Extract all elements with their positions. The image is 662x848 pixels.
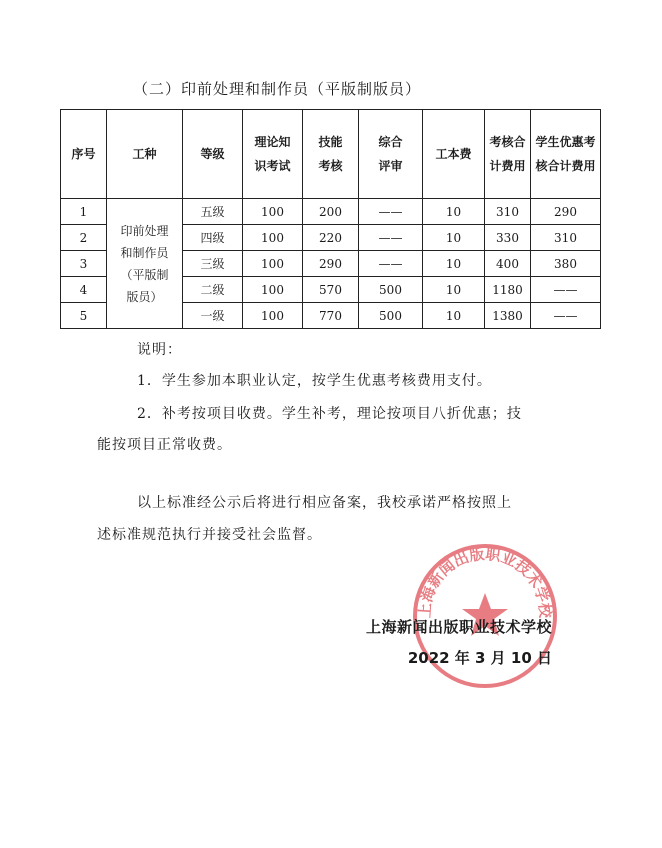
header-job-type xyxy=(107,110,183,199)
header-text-line: 综合 xyxy=(378,135,403,149)
cell-total: 400 xyxy=(485,251,531,277)
header-text-line: 工本费 xyxy=(435,147,472,161)
cell-fee: 10 xyxy=(423,303,485,329)
header-text-line: 考核合 xyxy=(489,135,526,149)
cell-total: 1180 xyxy=(485,277,531,303)
cell-theory: 100 xyxy=(243,251,303,277)
cell-skill: 200 xyxy=(303,199,359,225)
header-level xyxy=(183,110,243,199)
job-type-line: 版员） xyxy=(126,289,163,304)
header-total-fee xyxy=(485,110,531,199)
cell-level: 五级 xyxy=(183,199,243,225)
cell-no: 3 xyxy=(61,251,107,277)
cell-theory: 100 xyxy=(243,303,303,329)
header-text-line: 计费用 xyxy=(489,159,526,173)
header-text-line: 考核 xyxy=(318,159,343,173)
cell-level: 二级 xyxy=(183,277,243,303)
cell-fee: 10 xyxy=(423,277,485,303)
cell-review: —— xyxy=(359,225,423,251)
cell-theory: 100 xyxy=(243,225,303,251)
cell-student: 290 xyxy=(531,199,601,225)
header-text-line: 评审 xyxy=(378,159,403,173)
cell-total: 330 xyxy=(485,225,531,251)
cell-total: 310 xyxy=(485,199,531,225)
closing-line-1: 以上标准经公示后将进行相应备案，我校承诺严格按照上 xyxy=(137,495,512,511)
fee-table xyxy=(60,109,601,329)
cell-review: —— xyxy=(359,199,423,225)
header-text-line: 工种 xyxy=(132,147,157,161)
cell-no: 5 xyxy=(61,303,107,329)
header-text-line: 序号 xyxy=(71,147,96,161)
cell-student: 380 xyxy=(531,251,601,277)
closing-line-2: 述标准规范执行并接受社会监督。 xyxy=(97,527,322,543)
header-no xyxy=(61,110,107,199)
note-item-1: 1．学生参加本职业认定，按学生优惠考核费用支付。 xyxy=(137,373,492,389)
header-text-line: 学生优惠考 xyxy=(535,135,596,149)
school-name: 上海新闻出版职业技术学校 xyxy=(365,618,552,636)
header-text-line: 等级 xyxy=(200,147,225,161)
job-type-line: （平版制 xyxy=(120,267,169,282)
cell-review: 500 xyxy=(359,303,423,329)
cell-review: 500 xyxy=(359,277,423,303)
cell-skill: 220 xyxy=(303,225,359,251)
cell-no: 4 xyxy=(61,277,107,303)
seal-arc-text: 上海新闻出版职业技术学校 xyxy=(415,544,555,619)
header-material-fee xyxy=(423,110,485,199)
cell-theory: 100 xyxy=(243,199,303,225)
issue-date: 2022 年 3 月 10 日 xyxy=(407,649,552,667)
header-theory-exam xyxy=(243,110,303,199)
notes-heading: 说明： xyxy=(137,342,182,358)
cell-no: 1 xyxy=(61,199,107,225)
cell-level: 四级 xyxy=(183,225,243,251)
job-type-line: 和制作员 xyxy=(120,245,169,260)
cell-review: —— xyxy=(359,251,423,277)
cell-level: 三级 xyxy=(183,251,243,277)
header-text-line: 识考试 xyxy=(254,159,291,173)
header-text-line: 技能 xyxy=(318,135,343,149)
cell-fee: 10 xyxy=(423,225,485,251)
table-row xyxy=(61,199,601,225)
cell-no: 2 xyxy=(61,225,107,251)
header-text-line: 理论知 xyxy=(254,135,291,149)
cell-theory: 100 xyxy=(243,277,303,303)
cell-skill: 570 xyxy=(303,277,359,303)
header-text-line: 核合计费用 xyxy=(535,159,596,173)
cell-job-type xyxy=(107,199,183,329)
cell-total: 1380 xyxy=(485,303,531,329)
cell-student: 310 xyxy=(531,225,601,251)
cell-fee: 10 xyxy=(423,199,485,225)
cell-level: 一级 xyxy=(183,303,243,329)
table-header-row xyxy=(61,110,601,199)
header-skill-assessment xyxy=(303,110,359,199)
header-comprehensive-review xyxy=(359,110,423,199)
note-item-2-line-1: 2．补考按项目收费。学生补考，理论按项目八折优惠；技 xyxy=(137,406,522,422)
header-student-fee xyxy=(531,110,601,199)
job-type-line: 印前处理 xyxy=(120,223,169,238)
cell-student: —— xyxy=(531,277,601,303)
cell-skill: 290 xyxy=(303,251,359,277)
cell-fee: 10 xyxy=(423,251,485,277)
cell-skill: 770 xyxy=(303,303,359,329)
cell-student: —— xyxy=(531,303,601,329)
section-title: （二）印前处理和制作员（平版制版员） xyxy=(133,80,422,98)
note-item-2-line-2: 能按项目正常收费。 xyxy=(97,437,232,453)
